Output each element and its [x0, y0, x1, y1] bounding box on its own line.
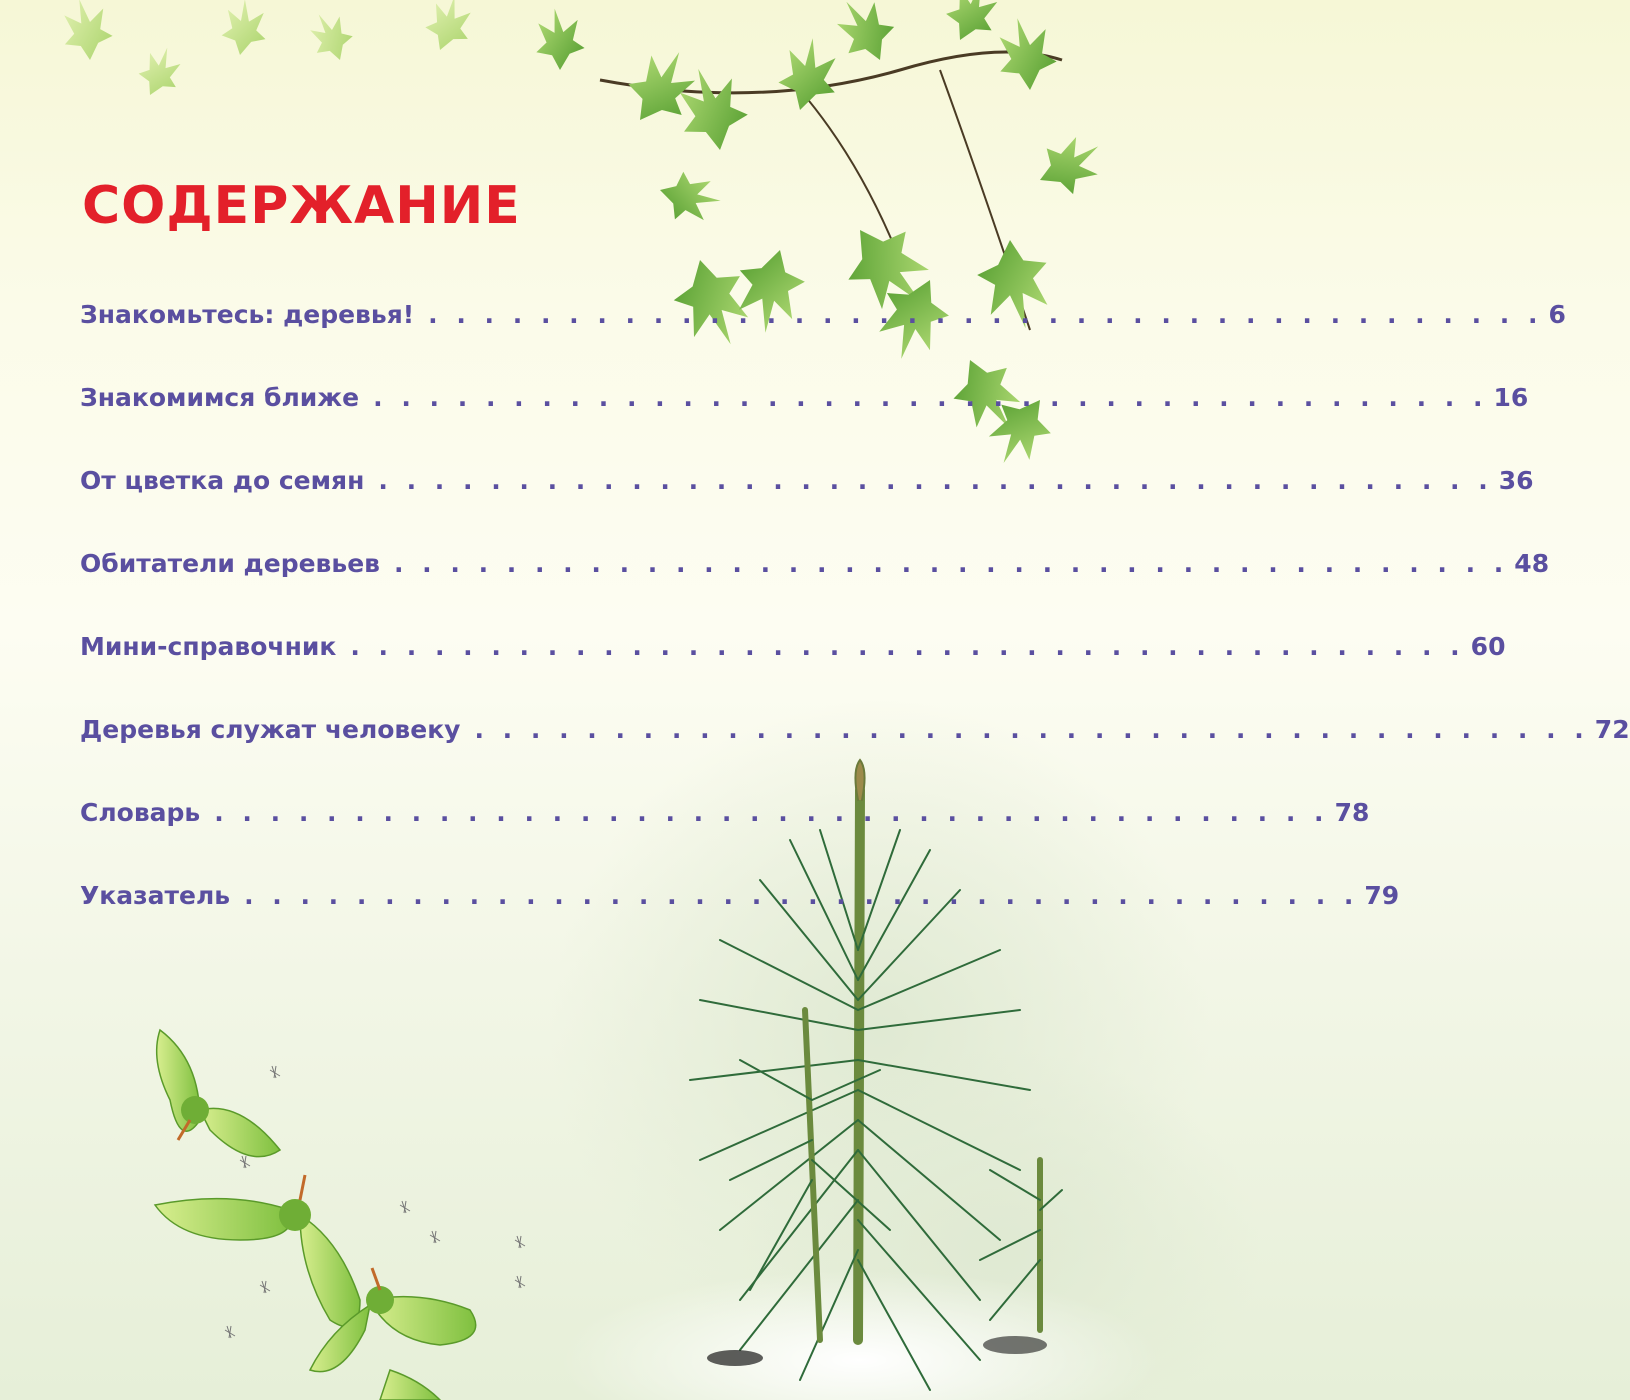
- toc-entry[interactable]: [80, 632, 1506, 715]
- toc-entry-label: Мини-справочник: [80, 632, 337, 661]
- toc-entry-leader: . . . . . . . . . . . . . . . . . . . . . . . . . . . . . . . . . . . . . . . .: [474, 715, 1589, 744]
- toc-entry-leader: . . . . . . . . . . . . . . . . . . . . . . . . . . . . . . . . . . . . . . . .: [428, 300, 1543, 329]
- toc-entry[interactable]: [80, 881, 1400, 964]
- toc-entry-page: 48: [1514, 549, 1550, 578]
- toc-entry-leader: . . . . . . . . . . . . . . . . . . . . . . . . . . . . . . . . . . . . . . . .: [393, 549, 1509, 578]
- toc-entry-page: 36: [1498, 466, 1534, 495]
- toc-entry-label: Словарь: [80, 798, 201, 827]
- toc-entry-page: 79: [1364, 881, 1400, 910]
- toc-entry[interactable]: [80, 549, 1550, 632]
- toc-entry-page: 6: [1548, 300, 1566, 329]
- toc-entry[interactable]: [80, 466, 1534, 549]
- toc-entry[interactable]: [80, 383, 1529, 466]
- toc-entry-leader: . . . . . . . . . . . . . . . . . . . . . . . . . . . . . . . . . . . . . . . .: [378, 466, 1493, 495]
- toc-entry[interactable]: [80, 715, 1630, 798]
- toc-entry-page: 60: [1470, 632, 1506, 661]
- toc-entry-label: Знакомьтесь: деревья!: [80, 300, 415, 329]
- toc-entry-leader: . . . . . . . . . . . . . . . . . . . . . . . . . . . . . . . . . . . . . . . .: [214, 798, 1329, 827]
- toc-entry-label: Указатель: [80, 881, 231, 910]
- toc-entry-leader: . . . . . . . . . . . . . . . . . . . . . . . . . . . . . . . . . . . . . . . .: [373, 383, 1488, 412]
- toc-entry-leader: . . . . . . . . . . . . . . . . . . . . . . . . . . . . . . . . . . . . . . . .: [350, 632, 1465, 661]
- toc-entry-page: 16: [1493, 383, 1529, 412]
- toc-entry-page: 72: [1594, 715, 1630, 744]
- toc-list: [80, 300, 1630, 964]
- toc-entry-label: Деревья служат человеку: [80, 715, 461, 744]
- toc-entry-label: Знакомимся ближе: [80, 383, 360, 412]
- toc-entry-label: От цветка до семян: [80, 466, 365, 495]
- toc-entry[interactable]: [80, 798, 1370, 881]
- toc-entry-label: Обитатели деревьев: [80, 549, 380, 578]
- toc-entry-leader: . . . . . . . . . . . . . . . . . . . . . . . . . . . . . . . . . . . . . . . .: [244, 881, 1359, 910]
- toc-entry[interactable]: [80, 300, 1566, 383]
- maple-seeds-illustration: [155, 1030, 525, 1400]
- toc-entry-page: 78: [1334, 798, 1370, 827]
- page-title: СОДЕРЖАНИЕ: [82, 176, 521, 236]
